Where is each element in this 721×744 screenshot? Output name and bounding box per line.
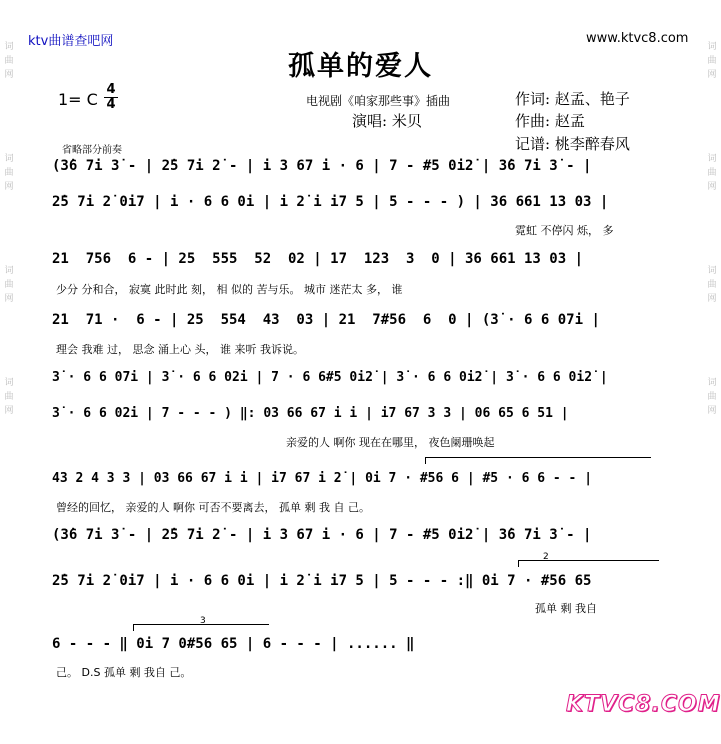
side-watermark-left: 词曲网 词曲网 词曲网 词曲网: [4, 42, 14, 416]
score-line-7: 43 2 4 3 3 | 03 66 67 i i | i7 67 i 2̇ | 0i 7 · #56 6 | #5 · 6 6 - - |: [52, 471, 593, 486]
lyric-line-3: 理会 我难 过， 思念 涌上心 头， 谁 来听 我诉说。: [56, 343, 304, 356]
lyric-line-4: 亲爱的人 啊你 现在在哪里， 夜色阑珊唤起: [286, 436, 495, 449]
score-line-10: 6 - - - ‖ 0i 7 0#56 65 | 6 - - - | ...... ‖: [52, 636, 415, 652]
time-signature: [104, 83, 118, 112]
site-logo: KTVC8.COM: [566, 692, 721, 717]
score-line-2: 2̇5 7i 2̇ 0i7 | i · 6 6 0i | i 2̇ i i7 5 | 5 - - - ) | 36 661 13 03 |: [52, 194, 609, 210]
lyric-line-6: 孤单 剩 我自: [535, 602, 597, 615]
side-watermark-right: 词曲网 词曲网 词曲网 词曲网: [707, 42, 717, 416]
singer: 演唱: 米贝: [352, 112, 422, 130]
volta-2: [518, 552, 659, 567]
key-signature: 1= C: [58, 90, 98, 109]
song-source: 电视剧《咱家那些事》插曲: [306, 94, 451, 108]
composer: 作曲: 赵孟: [515, 112, 585, 130]
volta-2-number: 2: [543, 552, 549, 562]
score-line-9: 2̇5 7i 2̇ 0i7 | i · 6 6 0i | i 2̇ i i7 5 | 5 - - - :‖ 0i 7 · #56 65: [52, 573, 592, 589]
lyric-line-1: 霓虹 不停闪 烁， 多: [515, 224, 614, 237]
song-title: 孤单的爱人: [288, 51, 433, 82]
site-name-top-left: ktv曲谱查吧网: [28, 34, 114, 49]
score-line-6: 3̇ · 6 6 02̇i | 7 - - - ) ‖: 03 66 67 i i | i7 67 3 3 | 06 65 6 51 |: [52, 406, 569, 421]
time-bottom: 4: [104, 97, 118, 112]
score-line-5: 3̇ · 6 6 07i | 3̇ · 6 6 02̇i | 7 · 6 6#5 0i2̇ | 3̇ · 6 6 0i2̇ | 3̇ · 6 6 0i2̇ |: [52, 370, 608, 385]
volta-3: [133, 616, 269, 631]
lyric-line-7: 己。 D.S 孤单 剩 我自 己。: [56, 666, 192, 679]
lyric-line-2: 少分 分和合， 寂寞 此时此 刻， 相 似的 苦与乐。 城市 迷茫太 多， 谁: [56, 283, 403, 296]
time-top: 4: [106, 82, 116, 97]
lyric-line-5: 曾经的回忆， 亲爱的人 啊你 可否不要离去， 孤单 剩 我 自 己。: [56, 501, 370, 514]
repeat-bracket-top: [425, 457, 651, 464]
lyricist: 作词: 赵孟、艳子: [515, 90, 630, 108]
score-line-1: (3̇6 7i 3̇ - | 2̇5 7i 2̇ - | i 3 67 i · 6 | 7 - #5 0i2̇ | 3̇6 7i 3̇ - |: [52, 158, 592, 174]
score-line-4: 21 71 · 6 - | 25 554 43 03 | 21 7#56 6 0 | (3̇ · 6 6 07i |: [52, 312, 600, 328]
volta-3-number: 3: [200, 616, 206, 626]
score-line-8: (3̇6 7i 3̇ - | 2̇5 7i 2̇ - | i 3 67 i · 6 | 7 - #5 0i2̇ | 3̇6 7i 3̇ - |: [52, 527, 592, 543]
transcriber: 记谱: 桃李醉春风: [515, 135, 630, 153]
intro-omitted-note: 省略部分前奏: [62, 145, 122, 156]
site-url-top-right: www.ktvc8.com: [586, 31, 689, 46]
score-line-3: 21 756 6 - | 25 555 52 02 | 17 123 3 0 | 36 661 13 03 |: [52, 251, 584, 267]
